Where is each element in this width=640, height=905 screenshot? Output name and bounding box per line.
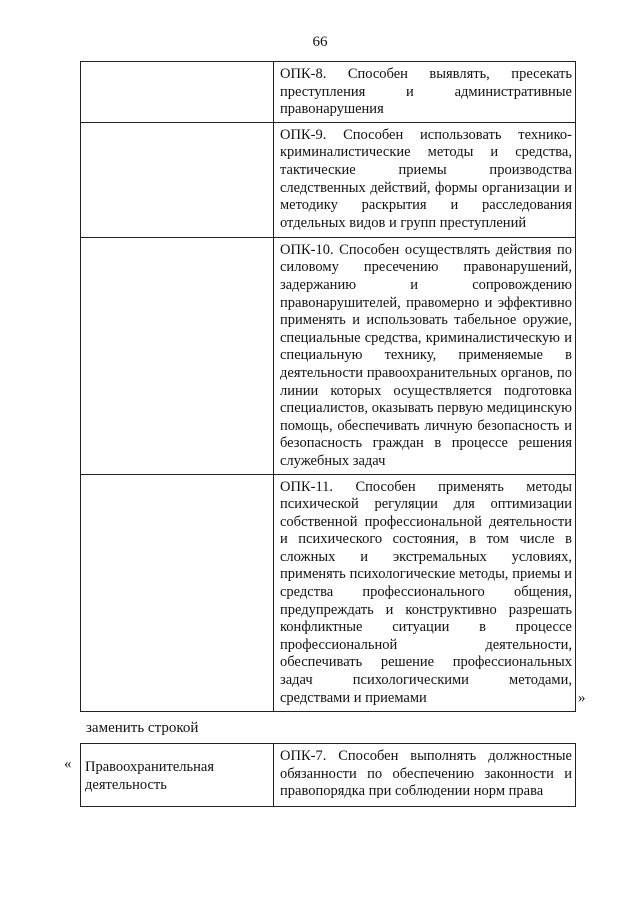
opening-quote: «	[64, 756, 72, 772]
closing-quote: »	[578, 690, 586, 706]
table-row	[81, 122, 576, 237]
area-cell	[81, 122, 274, 237]
area-text	[81, 475, 273, 493]
competency-text: ОПК-11. Способен применять методы психической регуляции для оптимизации собственной профессиональной деятельности и психического состояния, в том числе в сложных и экстремальных условиях, применять психологические методы, приемы и средства профессионального общения, предупреждать и конструктивно разрешать конфликтные ситуации в процессе профессиональной деятельности, обеспечивать решение профессиональных задач психологическими методами, средствами и приемами	[280, 478, 572, 706]
competency-text: ОПК-9. Способен использовать технико-криминалистические методы и средства, тактические приемы производства следственных действий, формы организации и методику раскрытия и расследования отдельных видов и групп преступлений	[280, 126, 572, 231]
competency-table-bottom	[80, 743, 576, 807]
area-cell	[81, 237, 274, 474]
competency-cell	[274, 237, 576, 474]
area-text	[81, 238, 273, 256]
table-row	[81, 62, 576, 123]
competency-table-top	[80, 61, 576, 712]
area-text	[81, 62, 273, 80]
page-number: 66	[312, 34, 328, 50]
area-cell	[81, 62, 274, 123]
area-cell	[81, 474, 274, 711]
competency-cell	[274, 122, 576, 237]
competency-cell	[274, 744, 576, 807]
replace-caption: заменить строкой	[86, 720, 199, 736]
competency-text: ОПК-10. Способен осуществлять действия по силовому пресечению правонарушений, задержанию и сопровождению правонарушителей, правомерно и эффективно применять и использовать табельное оружие, специальные средства, криминалистическую и специальную технику, применяемые в деятельности правоохранительных органов, по линии которых осуществляется подготовка специалистов, оказывать первую медицинскую помощь, обеспечивать личную безопасность и безопасность граждан в процессе решения служебных задач	[280, 241, 572, 469]
table-row	[81, 237, 576, 474]
table-row	[81, 474, 576, 711]
competency-cell	[274, 474, 576, 711]
table-row	[81, 744, 576, 807]
competency-text: ОПК-8. Способен выявлять, пресекать преступления и административные правонарушения	[280, 66, 572, 118]
competency-text: ОПК-7. Способен выполнять должностные обязанности по обеспечению законности и правопорядка при соблюдении норм права	[280, 748, 572, 800]
competency-cell	[274, 62, 576, 123]
area-text: Правоохранительная деятельность	[85, 759, 214, 793]
area-text	[81, 123, 273, 141]
area-cell	[81, 744, 274, 807]
